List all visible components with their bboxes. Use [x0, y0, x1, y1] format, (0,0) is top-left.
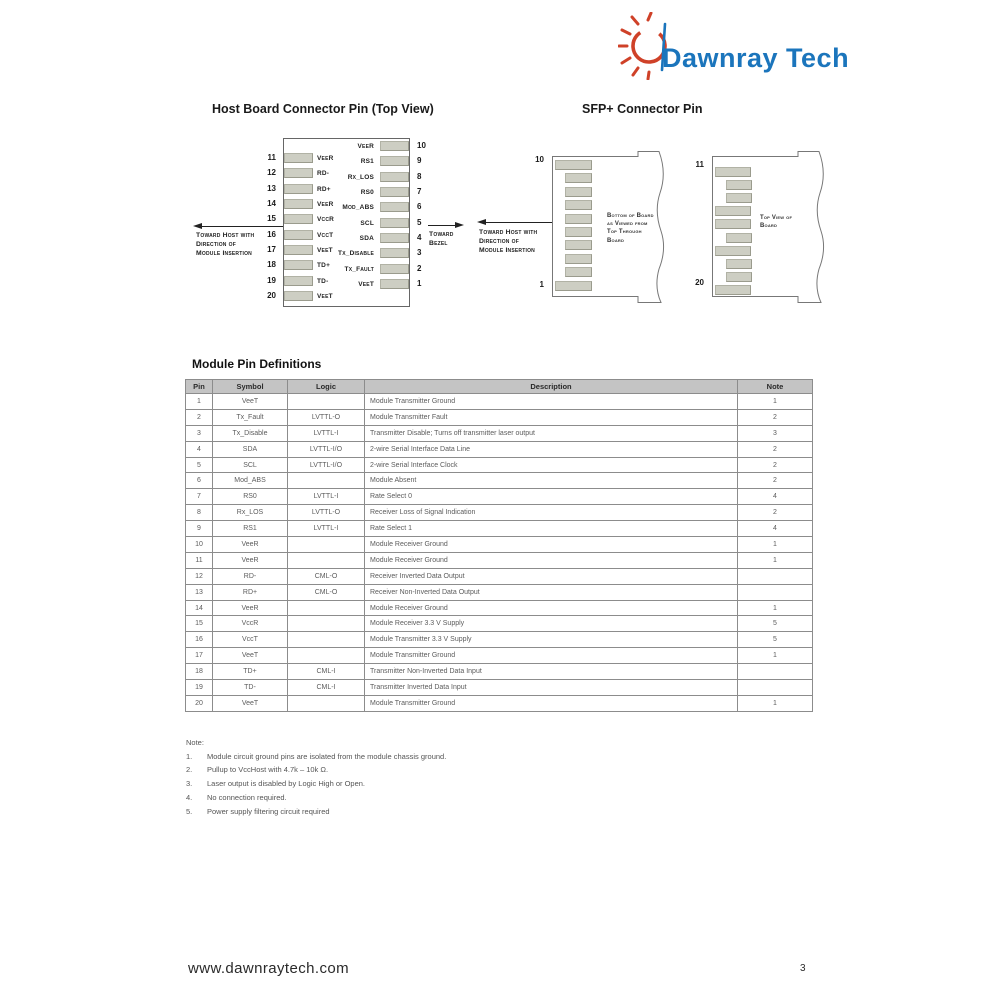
connector-pad	[565, 240, 592, 250]
pin-number: 20	[695, 278, 704, 287]
table-row: 4 SDA LVTTL-I/O 2-wire Serial Interface Data Line 2	[186, 441, 813, 457]
pin-number: 1	[417, 279, 422, 289]
connector-pad	[565, 187, 592, 197]
connector-pad	[555, 160, 592, 170]
pin-number: 8	[417, 171, 422, 181]
table-row: 14 VeeR Module Receiver Ground 1	[186, 600, 813, 616]
pin-label: TD+	[317, 262, 331, 270]
pin-number: 18	[267, 260, 276, 270]
pin-number: 10	[417, 141, 426, 150]
table-row: 17 VeeT Module Transmitter Ground 1	[186, 648, 813, 664]
pin-number: 17	[267, 245, 276, 255]
column-header: Symbol	[213, 380, 288, 394]
pin-label: VeeT	[317, 247, 333, 255]
pin-number: 13	[267, 183, 276, 193]
arrow-line	[428, 225, 456, 226]
connector-pad	[715, 219, 751, 229]
pin-label: VeeR	[317, 155, 334, 162]
pin-label: RS0	[360, 189, 374, 197]
connector-pad	[380, 248, 409, 258]
sfp-diagram-title: SFP+ Connector Pin	[582, 102, 703, 116]
pin-label: VeeR	[357, 143, 374, 150]
note-item: 3. Laser output is disabled by Logic High or Open.	[186, 779, 366, 789]
footer-url: www.dawnraytech.com	[188, 960, 349, 977]
column-header: Pin	[186, 380, 213, 394]
table-row: 15 VccR Module Receiver 3.3 V Supply 5	[186, 616, 813, 632]
pin-definitions-table	[185, 379, 813, 712]
pin-number: 16	[267, 229, 276, 239]
table-row: 20 VeeT Module Transmitter Ground 1	[186, 695, 813, 711]
notes-section	[186, 736, 746, 818]
table-row: 19 TD- CML-I Transmitter Inverted Data Input	[186, 680, 813, 696]
arrow-line	[485, 222, 552, 223]
table-row: 3 Tx_Disable LVTTL-I Transmitter Disable; Turns off transmitter laser output 3	[186, 425, 813, 441]
pin-label: Mod_ABS	[342, 204, 374, 212]
connector-pad	[715, 285, 751, 295]
connector-pad	[284, 291, 313, 301]
pin-number: 9	[417, 156, 422, 166]
pin-table-header-row	[186, 380, 813, 394]
pin-number: 1	[539, 280, 544, 289]
pin-definitions-section	[185, 357, 812, 712]
connector-pad	[555, 281, 592, 291]
table-row: 2 Tx_Fault LVTTL-O Module Transmitter Fault 2	[186, 409, 813, 425]
table-row: 10 VeeR Module Receiver Ground 1	[186, 537, 813, 553]
pin-number: 19	[267, 275, 276, 285]
connector-pad	[380, 279, 409, 289]
page-number: 3	[800, 963, 806, 974]
pin-number: 2	[417, 263, 422, 273]
pin-number: 7	[417, 187, 422, 197]
pin-table-body	[186, 394, 813, 712]
connector-pad	[565, 214, 592, 224]
pin-label: VeeT	[358, 281, 374, 289]
pin-number: 12	[267, 168, 276, 178]
connector-pad	[565, 267, 592, 277]
connector-pad	[726, 193, 752, 203]
connector-pad	[380, 141, 409, 151]
table-row: 12 RD- CML-O Receiver Inverted Data Output	[186, 568, 813, 584]
note-item: 5. Power supply filtering circuit required	[186, 806, 330, 816]
connector-pad	[715, 167, 751, 177]
table-row: 11 VeeR Module Receiver Ground 1	[186, 552, 813, 568]
bottom-board-caption: Bottom of Board as Viewed from Top Through Board	[607, 213, 654, 244]
pin-number: 6	[417, 202, 422, 212]
connector-pad	[715, 206, 751, 216]
pin-label: VeeT	[317, 293, 333, 301]
column-header: Logic	[288, 380, 365, 394]
connector-pad	[726, 233, 752, 243]
pin-label: TD-	[317, 277, 329, 285]
pin-number: 20	[267, 291, 276, 301]
note-item: 1. Module circuit ground pins are isolated from the module chassis ground.	[186, 751, 447, 761]
pin-number: 15	[267, 214, 276, 224]
brand-name: Dawnray Tech	[662, 43, 850, 73]
column-header: Note	[738, 380, 813, 394]
connector-pad	[380, 187, 409, 197]
table-row: 1 VeeT Module Transmitter Ground 1	[186, 394, 813, 410]
pin-label: Tx_Disable	[338, 250, 374, 258]
pin-label: RS1	[360, 158, 374, 166]
notes-label: Note:	[186, 738, 204, 747]
pin-label: SDA	[359, 235, 374, 243]
connector-pad	[565, 227, 592, 237]
connector-pad	[565, 200, 592, 210]
connector-pad	[565, 173, 592, 183]
toward-host-label-2: Toward Host with Direction of Module Insertion	[479, 229, 538, 254]
top-board-caption: Top View of Board	[760, 215, 793, 230]
connector-pad	[380, 233, 409, 243]
toward-bezel-label: Toward Bezel	[429, 231, 454, 247]
pin-label: RD+	[317, 185, 331, 193]
pin-label: VccR	[317, 216, 335, 224]
toward-host-label: Toward Host with Direction of Module Insertion	[196, 232, 255, 257]
pin-number: 5	[417, 217, 422, 227]
column-header: Description	[365, 380, 738, 394]
pin-number: 11	[267, 153, 276, 162]
table-row: 6 Mod_ABS Module Absent 2	[186, 473, 813, 489]
pin-label: VeeR	[317, 201, 334, 209]
connector-pad	[715, 246, 751, 256]
table-row: 7 RS0 LVTTL-I Rate Select 0 4	[186, 489, 813, 505]
connector-pad	[726, 272, 752, 282]
table-row: 8 Rx_LOS LVTTL-O Receiver Loss of Signal Indication 2	[186, 505, 813, 521]
pin-label: VccT	[317, 231, 334, 239]
connector-pad	[726, 180, 752, 190]
connector-pad	[380, 218, 409, 228]
connector-pad	[726, 259, 752, 269]
connector-pad	[565, 254, 592, 264]
host-board-diagram-title: Host Board Connector Pin (Top View)	[212, 102, 434, 116]
note-item: 4. No connection required.	[186, 792, 287, 802]
table-row: 9 RS1 LVTTL-I Rate Select 1 4	[186, 521, 813, 537]
table-row: 13 RD+ CML-O Receiver Non-Inverted Data Output	[186, 584, 813, 600]
pin-number: 11	[695, 160, 704, 169]
connector-pad	[380, 202, 409, 212]
connector-pad	[380, 156, 409, 166]
pin-number: 14	[267, 199, 276, 209]
pin-number: 4	[417, 233, 422, 243]
pin-label: RD-	[317, 170, 330, 178]
table-title: Module Pin Definitions	[192, 357, 322, 371]
note-item: 2. Pullup to VccHost with 4.7k – 10k Ω.	[186, 765, 329, 775]
pin-label: Rx_LOS	[347, 173, 374, 181]
notes-list	[186, 750, 746, 819]
connector-pad	[380, 172, 409, 182]
table-row: 18 TD+ CML-I Transmitter Non-Inverted Data Input	[186, 664, 813, 680]
right-arrow-icon	[455, 222, 464, 228]
pin-number: 10	[535, 155, 544, 164]
pin-number: 3	[417, 248, 422, 258]
arrow-line	[201, 226, 283, 227]
table-row: 16 VccT Module Transmitter 3.3 V Supply 5	[186, 632, 813, 648]
pin-label: SCL	[360, 219, 374, 227]
connector-pad	[380, 264, 409, 274]
pin-label: Tx_Fault	[344, 265, 374, 273]
table-row: 5 SCL LVTTL-I/O 2-wire Serial Interface Clock 2	[186, 457, 813, 473]
